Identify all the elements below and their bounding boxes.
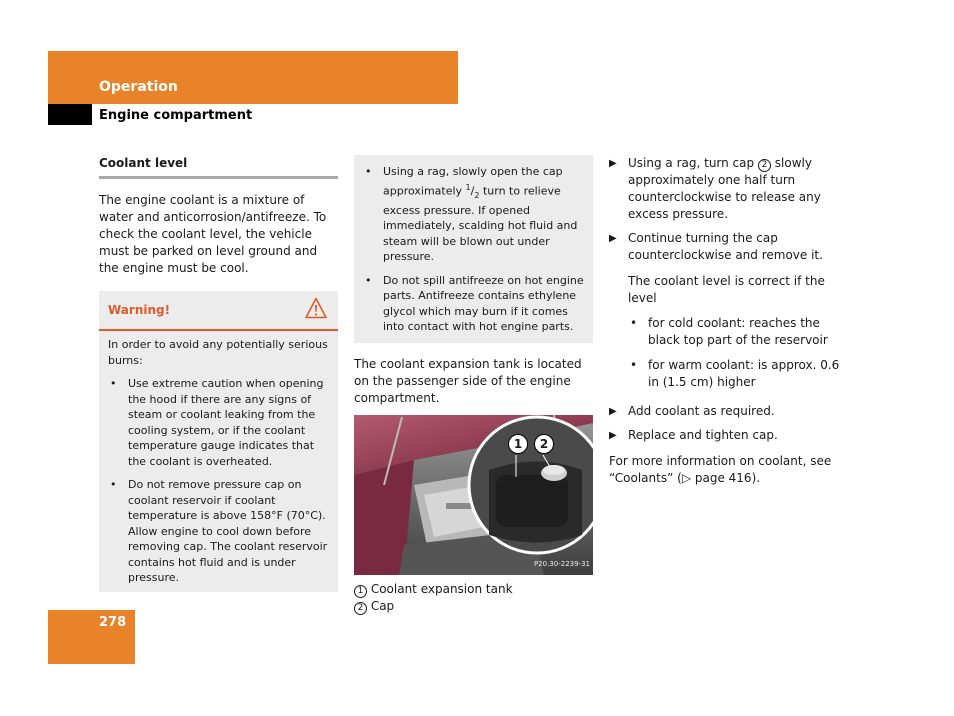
image-code: P20.30-2239-31 [533,559,590,568]
callout-1: 1 [508,434,528,454]
warning-triangle-icon [305,297,327,319]
page-number: 278 [99,615,127,630]
more-info-paragraph: For more information on coolant, see “Coolants” (▷ page 416). [609,454,832,485]
step-item: ▶ Using a rag, turn cap 2 slowly approximately one half turn counterclockwise to release any excess pressure. [609,156,821,221]
list-item: • Do not remove pressure cap on coolant reservoir if coolant temperature is above 158°F (70°C). Allow engine to cool down before removing cap. The coolant reservoir contains hot fluid and is under pressure. [110,478,328,584]
list-item: • for cold coolant: reaches the black top part of the reservoir [630,316,828,347]
step-item: ▶ Continue turning the cap counterclockwise and remove it. [609,231,823,262]
step-item: ▶ Add coolant as required. [609,404,775,418]
list-item: • Using a rag, slowly open the cap approximately $^1/_2$ turn to relieve excess pressure. If opened immediately, scalding hot fluid and steam will be blown out under pressure. [365,165,578,264]
caption-1: 1 Coolant expansion tank [354,581,593,598]
arrow-icon: ▶ [609,406,617,417]
location-paragraph: The coolant expansion tank is located on the passenger side of the engine compartment. [354,356,582,405]
warning-box [99,291,338,592]
right-column [609,155,849,487]
warning-header [99,291,338,331]
caution-list [363,164,584,335]
list-item: • Use extreme caution when opening the hood if there are any signs of steam or coolant leaking from the cooling system, or if the coolant temperature gauge indicates that the coolant is overheated. [110,377,324,468]
level-list [609,315,849,391]
warning-label: Warning! [108,303,171,317]
header-band [48,51,458,104]
warning-body [99,331,338,586]
left-column [99,155,338,592]
arrow-icon: ▶ [609,430,617,441]
header-tab-marker [48,104,92,125]
steps-list-a [609,155,849,264]
list-item: • for warm coolant: is approx. 0.6 in (1.5 cm) higher [630,358,840,389]
engine-illustration [354,415,593,575]
arrow-icon: ▶ [609,233,617,244]
middle-column [354,155,593,615]
level-intro: The coolant level is correct if the level [628,274,825,305]
caption-2: 2 Cap [354,598,593,615]
step-item: ▶ Replace and tighten cap. [609,428,778,442]
section-title: Operation [99,79,178,95]
coolant-level-heading: Coolant level [99,155,338,179]
subsection-title: Engine compartment [99,108,253,123]
caution-box [354,155,593,343]
arrow-icon: ▶ [609,158,617,169]
steps-list-b [609,403,849,444]
warning-lead: In order to avoid any potentially serious burns: [108,338,328,367]
intro-paragraph: The engine coolant is a mixture of water and anticorrosion/antifreeze. To check the coolant level, the vehicle must be parked on level ground and the engine must be cool. [99,193,327,275]
engine-compartment-photo [354,415,593,575]
page-reference-link[interactable]: ▷ page 416 [681,471,752,485]
warning-list [108,376,329,586]
list-item: • Do not spill antifreeze on hot engine parts. Antifreeze contains ethylene glycol which may burn if it comes into contact with hot engine parts. [365,273,584,334]
callout-2: 2 [534,434,554,454]
